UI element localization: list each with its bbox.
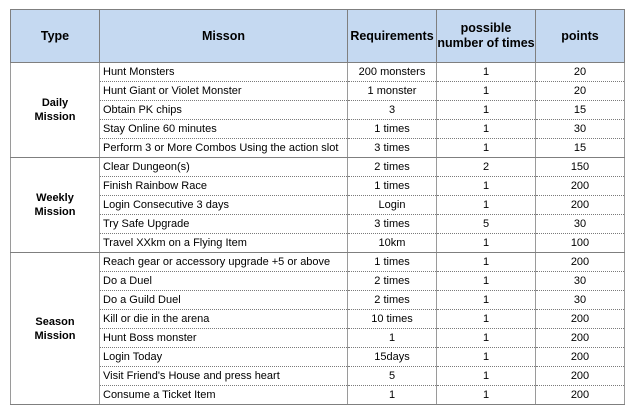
mission-name-cell: Finish Rainbow Race xyxy=(100,177,348,196)
table-body xyxy=(11,63,625,405)
points-cell: 200 xyxy=(536,348,625,367)
possible-times-cell: 1 xyxy=(437,234,536,253)
points-cell: 100 xyxy=(536,234,625,253)
possible-times-cell: 1 xyxy=(437,253,536,272)
table-row xyxy=(11,386,625,405)
table-row xyxy=(11,215,625,234)
mission-type-label: Mission xyxy=(34,111,76,123)
mission-name-cell: Hunt Boss monster xyxy=(100,329,348,348)
requirement-cell: 10km xyxy=(348,234,437,253)
requirement-cell: 200 monsters xyxy=(348,63,437,82)
requirement-cell: 3 times xyxy=(348,139,437,158)
possible-times-cell: 1 xyxy=(437,177,536,196)
points-cell: 200 xyxy=(536,196,625,215)
points-cell: 200 xyxy=(536,177,625,196)
points-cell: 15 xyxy=(536,139,625,158)
mission-name-cell: Travel XXkm on a Flying Item xyxy=(100,234,348,253)
mission-name-cell: Do a Duel xyxy=(100,272,348,291)
table-row xyxy=(11,120,625,139)
possible-times-cell: 1 xyxy=(437,139,536,158)
mission-name-cell: Clear Dungeon(s) xyxy=(100,158,348,177)
mission-type-cell xyxy=(11,158,100,253)
table-row xyxy=(11,272,625,291)
mission-name-cell: Stay Online 60 minutes xyxy=(100,120,348,139)
mission-type-label: Weekly xyxy=(36,192,74,204)
table-row xyxy=(11,177,625,196)
points-cell: 30 xyxy=(536,291,625,310)
points-cell: 200 xyxy=(536,310,625,329)
possible-times-cell: 1 xyxy=(437,329,536,348)
mission-name-cell: Consume a Ticket Item xyxy=(100,386,348,405)
mission-name-cell: Try Safe Upgrade xyxy=(100,215,348,234)
requirement-cell: 3 xyxy=(348,101,437,120)
points-cell: 200 xyxy=(536,253,625,272)
possible-times-cell: 1 xyxy=(437,63,536,82)
table-row xyxy=(11,63,625,82)
table-row xyxy=(11,196,625,215)
possible-times-cell: 1 xyxy=(437,101,536,120)
possible-times-cell: 1 xyxy=(437,291,536,310)
possible-times-cell: 1 xyxy=(437,120,536,139)
table-row xyxy=(11,310,625,329)
points-cell: 200 xyxy=(536,367,625,386)
mission-points-table xyxy=(10,9,625,405)
points-cell: 30 xyxy=(536,272,625,291)
mission-type-label: Mission xyxy=(34,329,76,342)
mission-name-cell: Visit Friend's House and press heart xyxy=(100,367,348,386)
mission-name-cell: Do a Guild Duel xyxy=(100,291,348,310)
header-possible-times: possible number of times xyxy=(437,10,536,63)
mission-name-cell: Login Today xyxy=(100,348,348,367)
table-row xyxy=(11,367,625,386)
requirement-cell: 1 xyxy=(348,329,437,348)
mission-name-cell: Hunt Giant or Violet Monster xyxy=(100,82,348,101)
mission-name-cell: Perform 3 or More Combos Using the action slot xyxy=(100,139,348,158)
requirement-cell: 2 times xyxy=(348,272,437,291)
header-points: points xyxy=(536,10,625,63)
requirement-cell: 2 times xyxy=(348,291,437,310)
possible-times-cell: 5 xyxy=(437,215,536,234)
points-cell: 200 xyxy=(536,329,625,348)
table-header xyxy=(11,10,625,63)
header-row xyxy=(11,10,625,63)
requirement-cell: 1 times xyxy=(348,253,437,272)
possible-times-cell: 1 xyxy=(437,310,536,329)
requirement-cell: 1 times xyxy=(348,177,437,196)
table-row xyxy=(11,82,625,101)
table-row xyxy=(11,139,625,158)
points-cell: 20 xyxy=(536,82,625,101)
points-cell: 30 xyxy=(536,215,625,234)
header-requirements: Requirements xyxy=(348,10,437,63)
requirement-cell: Login xyxy=(348,196,437,215)
requirement-cell: 1 xyxy=(348,386,437,405)
table-row xyxy=(11,291,625,310)
mission-name-cell: Reach gear or accessory upgrade +5 or above xyxy=(100,253,348,272)
mission-name-cell: Obtain PK chips xyxy=(100,101,348,120)
header-mission: Misson xyxy=(100,10,348,63)
mission-name-cell: Hunt Monsters xyxy=(100,63,348,82)
points-cell: 20 xyxy=(536,63,625,82)
mission-type-label: Mission xyxy=(34,206,76,218)
requirement-cell: 15days xyxy=(348,348,437,367)
requirement-cell: 2 times xyxy=(348,158,437,177)
requirement-cell: 1 times xyxy=(348,120,437,139)
possible-times-cell: 1 xyxy=(437,367,536,386)
requirement-cell: 1 monster xyxy=(348,82,437,101)
table-row xyxy=(11,253,625,272)
table-row xyxy=(11,158,625,177)
possible-times-cell: 1 xyxy=(437,348,536,367)
table-row xyxy=(11,348,625,367)
possible-times-cell: 1 xyxy=(437,82,536,101)
possible-times-cell: 1 xyxy=(437,386,536,405)
table-row xyxy=(11,329,625,348)
mission-type-label: Season xyxy=(35,315,75,328)
mission-name-cell: Login Consecutive 3 days xyxy=(100,196,348,215)
requirement-cell: 10 times xyxy=(348,310,437,329)
points-cell: 15 xyxy=(536,101,625,120)
table-row xyxy=(11,101,625,120)
requirement-cell: 5 xyxy=(348,367,437,386)
mission-type-cell xyxy=(11,253,100,405)
mission-name-cell: Kill or die in the arena xyxy=(100,310,348,329)
mission-type-cell xyxy=(11,63,100,158)
points-cell: 150 xyxy=(536,158,625,177)
mission-type-label: Daily xyxy=(41,97,69,109)
points-cell: 200 xyxy=(536,386,625,405)
requirement-cell: 3 times xyxy=(348,215,437,234)
possible-times-cell: 1 xyxy=(437,272,536,291)
possible-times-cell: 2 xyxy=(437,158,536,177)
points-cell: 30 xyxy=(536,120,625,139)
possible-times-cell: 1 xyxy=(437,196,536,215)
table-row xyxy=(11,234,625,253)
header-type: Type xyxy=(11,10,100,63)
